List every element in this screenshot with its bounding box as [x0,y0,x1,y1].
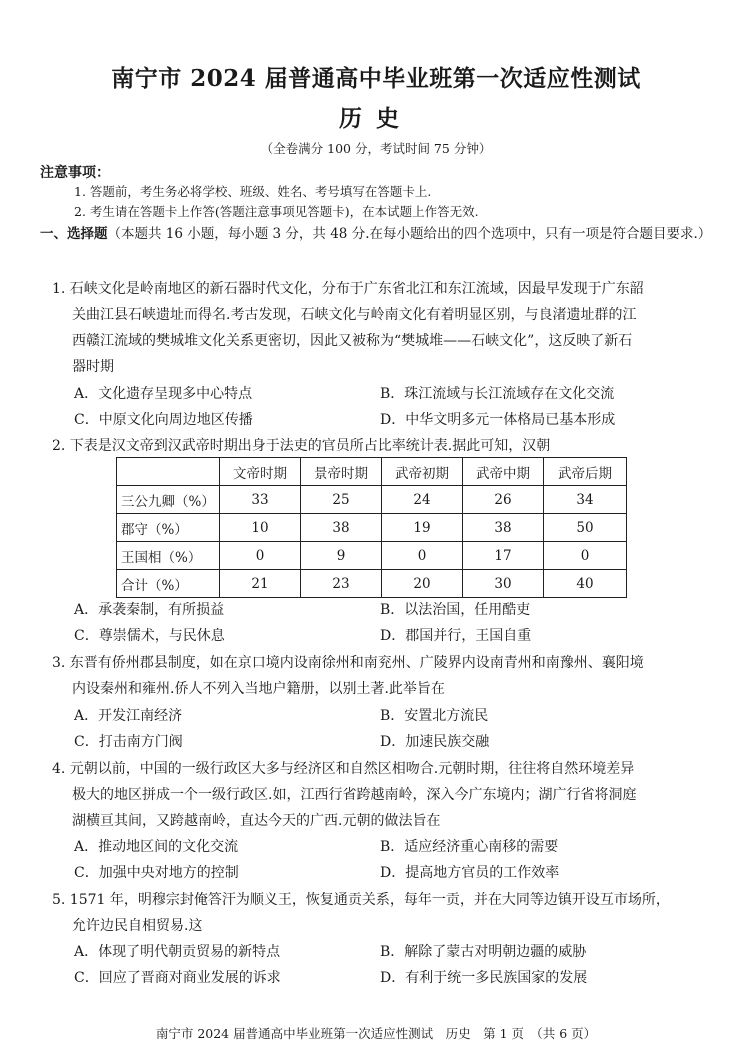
table-cell: 0 [544,542,627,570]
table-header-cell: 武帝中期 [463,458,544,486]
option-a: A．文化遗存呈现多中心特点 [74,386,253,402]
option-d: D．中华文明多元一体格局已基本形成 [380,412,616,428]
table-cell: 38 [463,514,544,542]
table-cell: 50 [544,514,627,542]
table-cell: 34 [544,486,627,514]
exam-title: 南宁市 2024 届普通高中毕业班第一次适应性测试 [111,65,641,92]
page-footer: 南宁市 2024 届普通高中毕业班第一次适应性测试 历史 第 1 页 （共 6 页） [155,1026,597,1041]
table-row [117,514,627,542]
option-d: D．提高地方官员的工作效率 [380,865,560,881]
table-header-cell: 文帝时期 [220,458,301,486]
official-ratio-table [116,457,627,598]
question-1-line: 西赣江流域的樊城堆文化关系更密切，因此又被称为“樊城堆——石峡文化”，这反映了新石 [72,333,633,349]
notes-title: 注意事项： [40,165,110,181]
table-cell: 0 [220,542,301,570]
option-a: A．体现了明代朝贡贸易的新特点 [74,944,281,960]
question-4-line: 极大的地区拼成一个一级行政区.如，江西行省跨越南岭，深入今广东境内；湖广行省将洞庭 [72,787,637,803]
option-c: C．打击南方门阀 [74,734,183,750]
question-3-line: 内设秦州和雍州.侨人不列入当地户籍册，以别土著.此举旨在 [72,681,445,697]
option-c: C．尊崇儒术，与民休息 [74,628,225,644]
section-heading [40,222,720,247]
table-cell: 26 [463,486,544,514]
table-cell: 33 [220,486,301,514]
table-row-label: 郡守（%） [117,514,220,542]
table-row-label: 合计（%） [117,570,220,598]
question-2-line: 2. 下表是汉文帝到汉武帝时期出身于法吏的官员所占比率统计表.据此可知，汉朝 [52,438,551,454]
table-cell: 9 [301,542,382,570]
table-cell: 25 [301,486,382,514]
table-header-cell: 景帝时期 [301,458,382,486]
option-b: B．以法治国，任用酷吏 [380,602,531,618]
option-b: B．安置北方流民 [380,708,489,724]
option-a: A．开发江南经济 [74,708,183,724]
table-row-label: 三公九卿（%） [117,486,220,514]
question-1-line: 器时期 [72,359,114,375]
question-4-line: 4. 元朝以前，中国的一级行政区大多与经济区和自然区相吻合.元朝时期，往往将自然环境差异 [52,761,635,777]
score-info: （全卷满分 100 分，考试时间 75 分钟） [260,141,492,156]
table-cell: 23 [301,570,382,598]
table-cell: 21 [220,570,301,598]
option-a: A．承袭秦制，有所损益 [74,602,225,618]
note-item: 2. 考生请在答题卡上作答(答题注意事项见答题卡)，在本试题上作答无效. [74,204,479,219]
option-c: C．中原文化向周边地区传播 [74,412,253,428]
option-d: D．有利于统一多民族国家的发展 [380,970,588,986]
table-cell: 40 [544,570,627,598]
question-1-line: 关曲江县石峡遗址而得名.考古发现，石峡文化与岭南文化有着明显区别，与良渚遗址群的江 [72,307,637,323]
option-a: A．推动地区间的文化交流 [74,839,239,855]
table-row [117,486,627,514]
note-item: 1. 答题前，考生务必将学校、班级、姓名、考号填写在答题卡上. [74,184,432,199]
option-d: D．郡国并行，王国自重 [380,628,532,644]
table-header-row [117,458,627,486]
table-cell: 20 [382,570,463,598]
table-cell: 10 [220,514,301,542]
section-title: 一、选择题 [40,226,108,242]
question-3-line: 3. 东晋有侨州郡县制度，如在京口境内设南徐州和南兖州、广陵界内设南青州和南豫州、襄阳境 [52,655,644,671]
question-1-line: 1. 石峡文化是岭南地区的新石器时代文化，分布于广东省北江和东江流域，因最早发现于广东韶 [52,281,644,297]
option-d: D．加速民族交融 [380,734,490,750]
question-4-line: 湖横亘其间，又跨越南岭，直达今天的广西.元朝的做法旨在 [72,813,441,829]
question-5-line: 5. 1571 年，明穆宗封俺答汗为顺义王，恢复通贡关系，每年一贡，并在大同等边镇开设互市场所， [52,892,670,908]
table-cell: 19 [382,514,463,542]
table-header-cell: 武帝初期 [382,458,463,486]
table-row [117,542,627,570]
table-cell: 17 [463,542,544,570]
table-row [117,570,627,598]
table-header-cell [117,458,220,486]
table-header-cell: 武帝后期 [544,458,627,486]
table-row-label: 王国相（%） [117,542,220,570]
table-cell: 30 [463,570,544,598]
option-c: C．回应了晋商对商业发展的诉求 [74,970,281,986]
table-cell: 38 [301,514,382,542]
question-5-line: 允许边民自相贸易.这 [72,918,203,934]
option-b: B．珠江流域与长江流域存在文化交流 [380,386,615,402]
option-b: B．解除了蒙古对明朝边疆的威胁 [380,944,587,960]
table-cell: 24 [382,486,463,514]
exam-subject: 历史 [339,105,413,132]
option-c: C．加强中央对地方的控制 [74,865,239,881]
option-b: B．适应经济重心南移的需要 [380,839,559,855]
section-instructions: （本题共 16 小题，每小题 3 分，共 48 分.在每小题给出的四个选项中，只有一项是符合题目要求.） [107,226,712,242]
table-cell: 0 [382,542,463,570]
